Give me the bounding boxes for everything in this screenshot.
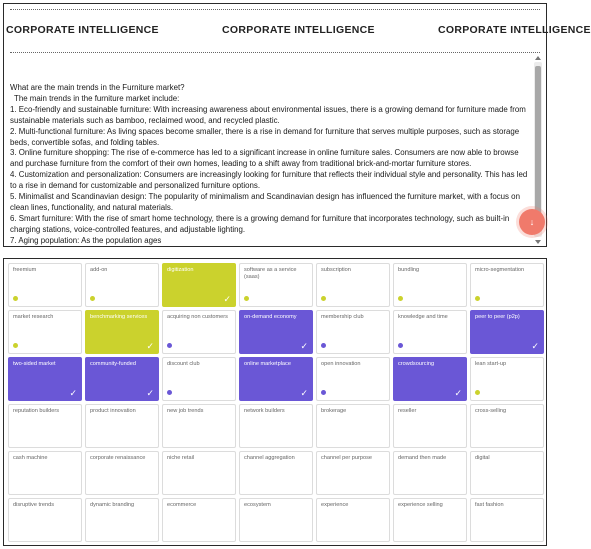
question-text: What are the main trends in the Furniture market? [10,83,185,92]
pattern-card-label: discount club [167,361,200,367]
pattern-card[interactable] [393,404,467,448]
pattern-card-label: crowdsourcing [398,361,435,367]
pattern-card[interactable] [470,263,544,307]
pattern-card[interactable] [239,310,313,354]
pattern-card[interactable] [239,498,313,542]
pattern-card-label: community-funded [90,361,137,367]
checkmark-icon: ✓ [454,388,462,398]
pattern-card[interactable] [393,451,467,495]
scroll-down-button[interactable] [519,209,545,235]
pattern-card[interactable] [316,310,390,354]
pattern-card[interactable] [470,451,544,495]
pattern-card[interactable] [470,310,544,354]
pattern-card-label: channel per purpose [321,455,373,461]
pattern-card-label: fast fashion [475,502,504,508]
pattern-card-label: bundling [398,267,420,273]
pattern-card-label: market research [13,314,54,320]
pattern-card-label: cash machine [13,455,48,461]
pattern-card[interactable] [470,357,544,401]
category-dot-icon [90,296,95,301]
pattern-card-label: membership club [321,314,364,320]
pattern-card[interactable] [239,404,313,448]
scroll-up-arrow-icon[interactable] [535,56,541,60]
category-dot-icon [398,343,403,348]
scrollbar-thumb[interactable] [535,66,541,226]
pattern-card[interactable] [8,404,82,448]
pattern-card-label: add-on [90,267,108,273]
pattern-card[interactable] [162,404,236,448]
pattern-card[interactable] [239,357,313,401]
pattern-card[interactable] [239,451,313,495]
pattern-card[interactable] [316,357,390,401]
pattern-card-label: reseller [398,408,417,414]
pattern-card[interactable] [316,404,390,448]
pattern-card-label: on-demand economy [244,314,297,320]
pattern-card-label: ecosystem [244,502,271,508]
pattern-card[interactable] [8,498,82,542]
trend-item: 7. Aging population: As the population ages [10,235,162,245]
checkmark-icon: ✓ [531,341,539,351]
pattern-card[interactable] [162,451,236,495]
pattern-card[interactable] [162,498,236,542]
pattern-card-label: reputation builders [13,408,60,414]
pattern-card-label: software as a service (saas) [244,267,297,280]
pattern-card-label: peer to peer (p2p) [475,314,520,320]
category-dot-icon [13,296,18,301]
pattern-card[interactable] [393,263,467,307]
pattern-card-label: product innovation [90,408,136,414]
category-dot-icon [167,343,172,348]
pattern-card-label: corporate renaissance [90,455,146,461]
pattern-card-label: subscription [321,267,351,273]
intro-text: The main trends in the furniture market include: [14,93,180,103]
pattern-card-label: channel aggregation [244,455,295,461]
pattern-card[interactable] [85,451,159,495]
pattern-card[interactable] [470,498,544,542]
trend-item: 1. Eco-friendly and sustainable furniture: With increasing awareness about environmental issues, there is a growing demand for furniture made from sustainable materials such as bamboo, reclaimed wood, and recycled plastic. [10,104,526,125]
arrow-down-icon: ↓ [529,217,535,227]
category-dot-icon [321,296,326,301]
pattern-card[interactable] [470,404,544,448]
ticker-item: CORPORATE INTELLIGENCE [222,24,375,36]
pattern-card-label: demand then made [398,455,447,461]
pattern-card-label: online marketplace [244,361,291,367]
pattern-card-label: niche retail [167,455,195,461]
category-dot-icon [398,296,403,301]
pattern-card-label: ecommerce [167,502,197,508]
category-dot-icon [244,296,249,301]
pattern-card[interactable] [85,498,159,542]
checkmark-icon: ✓ [146,341,154,351]
pattern-card[interactable] [316,451,390,495]
pattern-card[interactable] [85,404,159,448]
pattern-card[interactable] [8,357,82,401]
checkmark-icon: ✓ [146,388,154,398]
checkmark-icon: ✓ [69,388,77,398]
ticker-border-bottom [10,52,540,53]
pattern-card[interactable] [85,263,159,307]
pattern-card[interactable] [239,263,313,307]
ticker-item: CORPORATE INTELLIGENCE [6,24,159,36]
pattern-card[interactable] [162,310,236,354]
category-dot-icon [321,390,326,395]
pattern-card[interactable] [316,498,390,542]
checkmark-icon: ✓ [300,341,308,351]
trend-item: 6. Smart furniture: With the rise of smart home technology, there is a growing demand for furniture that incorporates technology, such as built-in charging stations, voice-controlled features, and adjustable lighting. [10,213,510,234]
pattern-card-label: knowledge and time [398,314,448,320]
pattern-card-label: freemium [13,267,37,273]
pattern-card-label: digitization [167,267,194,273]
category-dot-icon [475,390,480,395]
category-dot-icon [321,343,326,348]
pattern-card-label: micro-segmentation [475,267,525,273]
checkmark-icon: ✓ [223,294,231,304]
pattern-card-label: two-sided market [13,361,56,367]
pattern-card-label: dynamic branding [90,502,135,508]
scroll-down-arrow-icon[interactable] [535,240,541,244]
pattern-card[interactable] [393,498,467,542]
pattern-card[interactable] [162,263,236,307]
pattern-card-label: disruptive trends [13,502,55,508]
trend-item: 3. Online furniture shopping: The rise of e-commerce has led to a significant increase in online furniture sales. Consumers are now able to browse and purchase furniture from the comfort of their own homes, leading to a shift away from traditional brick-and-mortar furniture stores. [10,148,519,169]
pattern-card-label: network builders [244,408,285,414]
trend-item: 2. Multi-functional furniture: As living spaces become smaller, there is a rise in demand for furniture that serves multiple purposes, such as storage beds, convertible sofas, and folding tables. [10,126,520,147]
pattern-card-label: open innovation [321,361,361,367]
pattern-grid-panel [3,258,547,546]
pattern-card[interactable] [162,357,236,401]
pattern-card[interactable] [8,263,82,307]
pattern-card[interactable] [316,263,390,307]
pattern-card[interactable] [85,310,159,354]
trend-item: 5. Minimalist and Scandinavian design: The popularity of minimalism and Scandinavian design has influenced the furniture market, with a focus on clean lines, functionality, and natural materials. [10,192,520,212]
category-dot-icon [167,390,172,395]
pattern-card[interactable] [85,357,159,401]
pattern-card-label: cross-selling [475,408,507,414]
pattern-card[interactable] [393,357,467,401]
ticker-banner [4,4,591,56]
category-dot-icon [13,343,18,348]
pattern-grid [8,263,544,542]
answer-text [10,83,530,247]
pattern-card[interactable] [8,451,82,495]
pattern-card-label: lean start-up [475,361,507,367]
category-dot-icon [475,296,480,301]
pattern-card-label: digital [475,455,490,461]
pattern-card-label: acquiring non customers [167,314,228,320]
checkmark-icon: ✓ [300,388,308,398]
trend-item: 4. Customization and personalization: Consumers are increasingly looking for furniture that reflects their individual style and personality. This has led to a rise in demand for customizable and personalized furniture options. [10,170,528,191]
pattern-card[interactable] [8,310,82,354]
pattern-card-label: experience selling [398,502,443,508]
pattern-card-label: experience [321,502,349,508]
pattern-card-label: benchmarking services [90,314,148,320]
pattern-card-label: new job trends [167,408,204,414]
pattern-card[interactable] [393,310,467,354]
answer-panel [3,3,591,247]
ticker-item: CORPORATE INTELLIGENCE [438,24,591,36]
ticker-border-top [10,9,540,10]
pattern-card-label: brokerage [321,408,347,414]
